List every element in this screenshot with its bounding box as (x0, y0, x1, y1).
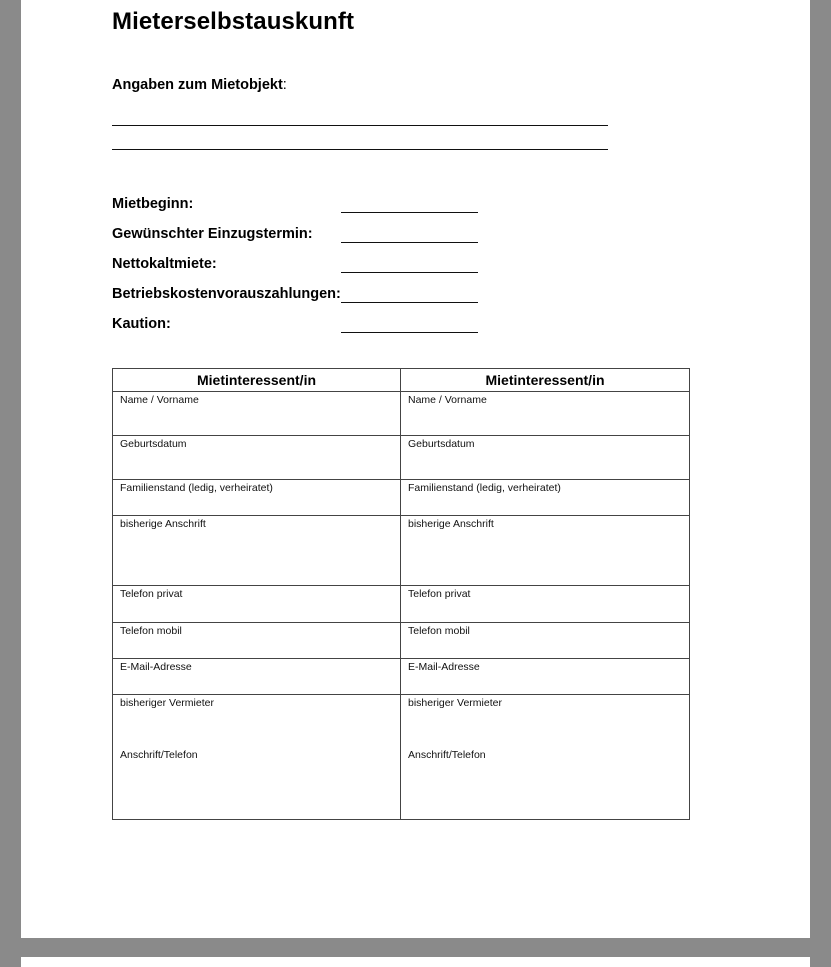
table-cell-previous-address-1[interactable] (113, 516, 401, 586)
table-cell-phone-private-2[interactable] (401, 586, 690, 623)
tenant-table (112, 368, 690, 820)
table-row (113, 436, 690, 480)
cell-label: bisheriger Vermieter (408, 697, 502, 709)
table-cell-birthdate-2[interactable] (401, 436, 690, 480)
next-document-page (21, 957, 810, 967)
cell-label: bisheriger Vermieter (120, 697, 214, 709)
table-row (113, 695, 690, 820)
field-row-deposit (112, 316, 512, 336)
table-row (113, 586, 690, 623)
table-header-tenant-1: Mietinteressent/in (113, 369, 401, 392)
table-row (113, 516, 690, 586)
cell-label: bisherige Anschrift (120, 518, 206, 530)
field-line-operating-costs[interactable] (341, 302, 478, 303)
field-line-net-rent[interactable] (341, 272, 478, 273)
document-page (21, 0, 810, 938)
table-cell-email-1[interactable] (113, 659, 401, 695)
field-label-net-rent: Nettokaltmiete: (112, 256, 217, 272)
field-label-rent-start: Mietbeginn: (112, 196, 194, 212)
field-row-move-in-date (112, 226, 512, 246)
cell-label-secondary: Anschrift/Telefon (120, 749, 198, 761)
field-row-operating-costs (112, 286, 512, 306)
table-cell-phone-mobile-1[interactable] (113, 623, 401, 659)
table-cell-name-1[interactable] (113, 392, 401, 436)
rental-object-line-1[interactable] (112, 125, 608, 126)
field-line-move-in-date[interactable] (341, 242, 478, 243)
table-cell-previous-landlord-1[interactable] (113, 695, 401, 820)
rental-object-label-text: Angaben zum Mietobjekt (112, 77, 283, 93)
table-row (113, 480, 690, 516)
table-cell-previous-landlord-2[interactable] (401, 695, 690, 820)
table-cell-phone-private-1[interactable] (113, 586, 401, 623)
cell-label: Geburtsdatum (120, 438, 187, 450)
cell-label: Telefon privat (408, 588, 471, 600)
cell-label: Telefon mobil (120, 625, 182, 637)
field-label-operating-costs: Betriebskostenvorauszahlungen: (112, 286, 341, 302)
rental-object-line-2[interactable] (112, 149, 608, 150)
field-row-rent-start (112, 196, 512, 216)
cell-label: Familienstand (ledig, verheiratet) (408, 482, 561, 494)
cell-label: Telefon mobil (408, 625, 470, 637)
page-title: Mieterselbstauskunft (112, 8, 355, 35)
cell-label: Telefon privat (120, 588, 183, 600)
cell-label: Name / Vorname (120, 394, 199, 406)
field-row-net-rent (112, 256, 512, 276)
table-row (113, 659, 690, 695)
table-row (113, 392, 690, 436)
cell-label: Familienstand (ledig, verheiratet) (120, 482, 273, 494)
field-label-move-in-date: Gewünschter Einzugstermin: (112, 226, 313, 242)
table-cell-phone-mobile-2[interactable] (401, 623, 690, 659)
cell-label: Geburtsdatum (408, 438, 475, 450)
table-cell-name-2[interactable] (401, 392, 690, 436)
rental-object-label (112, 77, 287, 93)
cell-label: E-Mail-Adresse (120, 661, 192, 673)
cell-label: E-Mail-Adresse (408, 661, 480, 673)
cell-label-secondary: Anschrift/Telefon (408, 749, 486, 761)
table-header-row (113, 369, 690, 392)
table-row (113, 623, 690, 659)
table-cell-birthdate-1[interactable] (113, 436, 401, 480)
cell-label: Name / Vorname (408, 394, 487, 406)
table-header-tenant-2: Mietinteressent/in (401, 369, 690, 392)
field-label-deposit: Kaution: (112, 316, 171, 332)
cell-label: bisherige Anschrift (408, 518, 494, 530)
table-cell-marital-status-2[interactable] (401, 480, 690, 516)
table-cell-email-2[interactable] (401, 659, 690, 695)
rental-object-label-colon: : (282, 77, 287, 93)
field-line-rent-start[interactable] (341, 212, 478, 213)
table-cell-marital-status-1[interactable] (113, 480, 401, 516)
field-line-deposit[interactable] (341, 332, 478, 333)
table-cell-previous-address-2[interactable] (401, 516, 690, 586)
